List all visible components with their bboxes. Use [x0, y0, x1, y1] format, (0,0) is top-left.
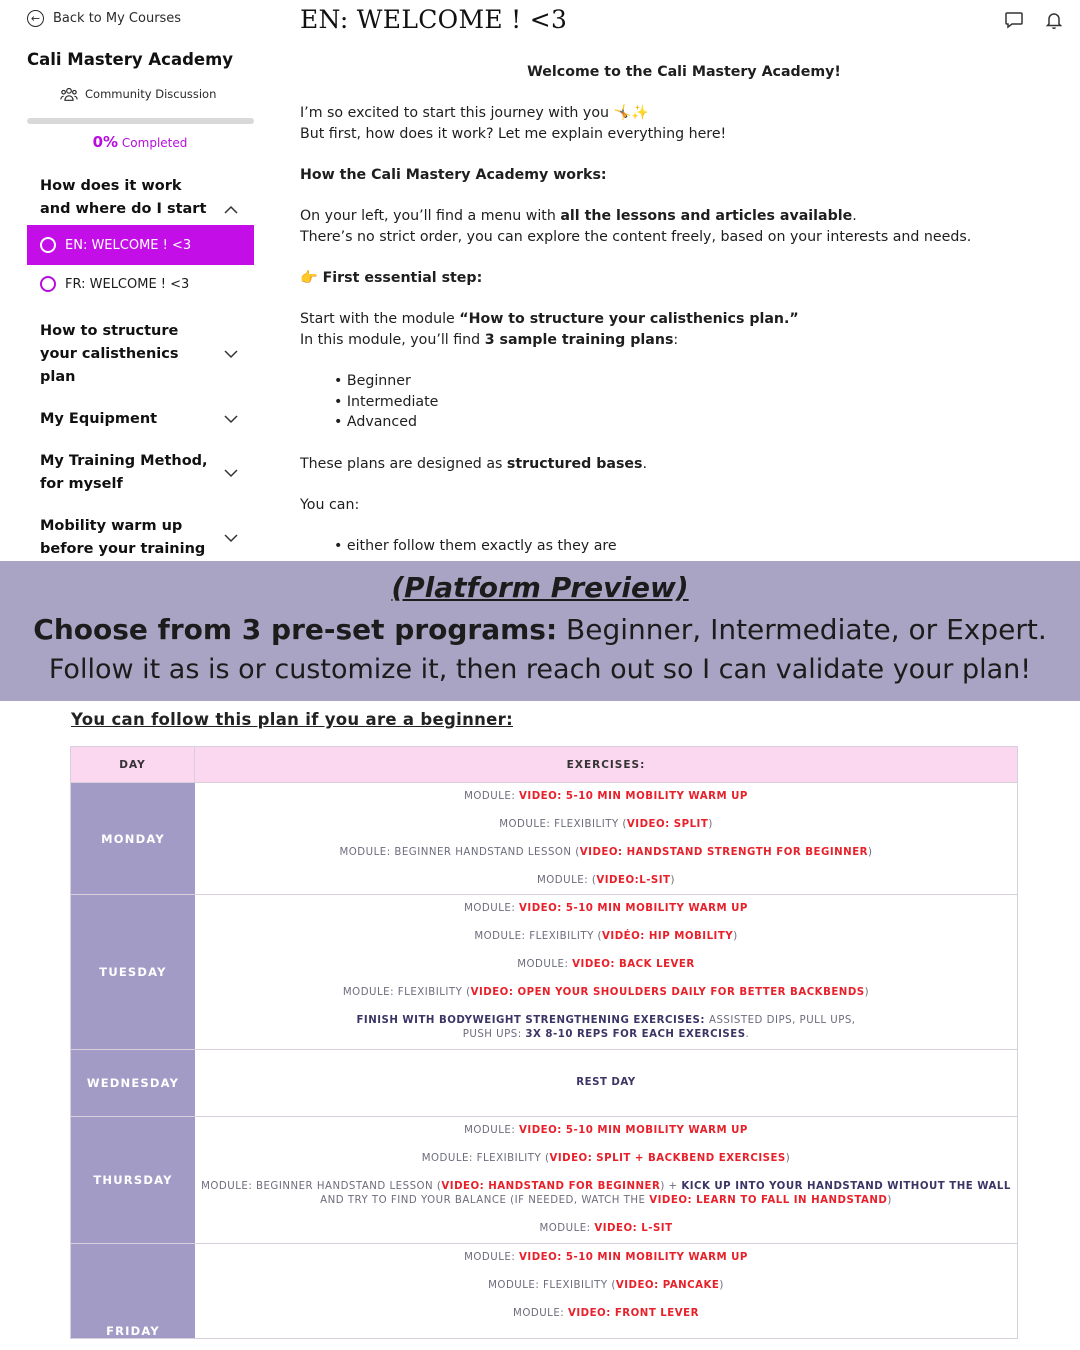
exercise-line: MODULE: FLEXIBILITY (VIDEO: SPLIT): [499, 819, 713, 830]
lesson-fr-welcome[interactable]: [27, 264, 254, 304]
day-cell: FRIDAY: [71, 1244, 195, 1338]
exercise-line: AND TRY TO FIND YOUR BALANCE (IF NEEDED, WATCH THE VIDEO: LEARN TO FALL IN HANDSTAND): [320, 1195, 892, 1206]
exercise-line: MODULE: VIDEO: L-SIT: [539, 1223, 673, 1234]
plan-heading: You can follow this plan if you are a beginner:: [71, 710, 513, 729]
first-step-heading: 👉 First essential step:: [300, 270, 483, 286]
progress-completed-label: Completed: [121, 136, 188, 150]
module-title: How does it work and where do I start: [40, 178, 207, 217]
you-can-text: You can:: [300, 497, 360, 513]
plan-table: [70, 746, 1018, 1339]
column-header-day: DAY: [71, 747, 195, 782]
chevron-down-icon: [224, 469, 238, 478]
back-to-courses-link[interactable]: [27, 10, 181, 27]
table-header: [70, 746, 1018, 783]
progress-text: [0, 133, 280, 151]
people-icon: [60, 86, 78, 102]
exercises-cell: [195, 783, 1017, 894]
level-intermediate: • Intermediate: [334, 394, 439, 410]
intro-line-2: But first, how does it work? Let me explain everything here!: [300, 126, 727, 142]
circle-icon: [40, 237, 56, 253]
exercises-cell: [195, 1050, 1017, 1116]
exercise-line: MODULE: VIDEO: 5-10 MIN MOBILITY WARM UP: [464, 1252, 748, 1263]
course-sidebar: [0, 0, 270, 561]
table-body: [70, 783, 1018, 1339]
welcome-heading: Welcome to the Cali Mastery Academy!: [527, 64, 841, 80]
beginner-plan-section: [0, 701, 1080, 1338]
exercise-line: MODULE: FLEXIBILITY (VIDEO: OPEN YOUR SHOULDERS DAILY FOR BETTER BACKBENDS): [342, 987, 870, 998]
column-header-exercises: EXERCISES:: [566, 758, 646, 771]
module-title: My Equipment: [40, 411, 158, 427]
exercise-line: MODULE: (VIDEO:L-SIT): [537, 875, 675, 886]
exercise-line: FINISH WITH BODYWEIGHT STRENGTHENING EXERCISES: ASSISTED DIPS, PULL UPS,: [356, 1015, 856, 1026]
lesson-title: EN: WELCOME ! <3: [65, 237, 192, 253]
table-row: [70, 1117, 1018, 1244]
banner-customize-line: Follow it as is or customize it, then reach out so I can validate your plan!: [48, 654, 1032, 685]
chevron-up-icon: [224, 205, 238, 214]
exercise-line: REST DAY: [576, 1077, 636, 1088]
chevron-down-icon: [224, 350, 238, 359]
arrow-left-circle-icon: ←: [27, 10, 44, 27]
exercise-line: MODULE: BEGINNER HANDSTAND LESSON (VIDEO: HANDSTAND STRENGTH FOR BEGINNER): [339, 847, 873, 858]
day-cell: MONDAY: [71, 783, 195, 894]
no-order-text: There’s no strict order, you can explore the content freely, based on your interests and needs.: [300, 229, 972, 245]
table-row: [70, 1050, 1018, 1117]
chevron-down-icon: [224, 534, 238, 543]
table-row: [70, 1244, 1018, 1339]
exercise-line: PUSH UPS: 3X 8-10 REPS FOR EACH EXERCISES.: [462, 1029, 750, 1040]
exercise-line: MODULE: VIDEO: 5-10 MIN MOBILITY WARM UP: [464, 1125, 748, 1136]
level-beginner: • Beginner: [334, 373, 411, 389]
top-icons: [1004, 10, 1064, 30]
table-row: [70, 895, 1018, 1050]
module-title: My Training Method, for myself: [40, 453, 208, 492]
start-module-text: Start with the module “How to structure your calisthenics plan.”: [300, 311, 799, 327]
module-title: Mobility warm up before your training: [40, 518, 206, 557]
banner-programs-line: Choose from 3 pre-set programs: Beginner, Intermediate, or Expert.: [33, 613, 1047, 646]
exercise-line: MODULE: VIDEO: BACK LEVER: [517, 959, 695, 970]
banner-preview-label: (Platform Preview): [391, 571, 689, 604]
community-discussion-link[interactable]: [60, 86, 216, 102]
circle-icon: [40, 276, 56, 292]
bell-icon[interactable]: [1044, 10, 1064, 30]
chevron-down-icon: [224, 415, 238, 424]
module-training-method[interactable]: [40, 450, 254, 496]
module-title: How to structure your calisthenics plan: [40, 323, 179, 385]
sample-plans-text: In this module, you’ll find 3 sample training plans:: [300, 332, 679, 348]
exercises-cell: [195, 1244, 1017, 1338]
intro-line-1: I’m so excited to start this journey with you 🤸✨: [300, 105, 649, 121]
lesson-en-welcome[interactable]: [27, 225, 254, 265]
exercise-line: MODULE: VIDEO: 5-10 MIN MOBILITY WARM UP: [464, 903, 748, 914]
progress-percent: 0%: [92, 133, 119, 151]
exercise-line: MODULE: FLEXIBILITY (VIDEO: SPLIT + BACKBEND EXERCISES): [421, 1153, 791, 1164]
module-mobility-warm-up[interactable]: [40, 515, 254, 561]
day-cell: TUESDAY: [71, 895, 195, 1049]
exercise-line: MODULE: FLEXIBILITY (VIDEO: PANCAKE): [488, 1280, 724, 1291]
chat-bubble-icon[interactable]: [1004, 10, 1024, 30]
module-my-equipment[interactable]: [40, 408, 254, 431]
lesson-title: FR: WELCOME ! <3: [65, 276, 190, 292]
community-label: Community Discussion: [85, 87, 217, 101]
exercise-line: MODULE: BEGINNER HANDSTAND LESSON (VIDEO: HANDSTAND FOR BEGINNER) + KICK UP INTO YOUR HANDSTAND WITHOUT THE WALL: [201, 1181, 1011, 1192]
lesson-content: [300, 0, 1080, 561]
preview-banner: [0, 561, 1080, 701]
table-row: [70, 783, 1018, 895]
either-follow-text: • either follow them exactly as they are: [334, 538, 617, 554]
structured-bases-text: These plans are designed as structured bases.: [300, 456, 648, 472]
level-advanced: • Advanced: [334, 414, 417, 430]
how-heading: How the Cali Mastery Academy works:: [300, 167, 607, 183]
progress-bar: [27, 118, 254, 124]
exercises-cell: [195, 1117, 1017, 1243]
exercise-line: MODULE: FLEXIBILITY (VIDÉO: HIP MOBILITY): [474, 931, 738, 942]
day-cell: WEDNESDAY: [71, 1050, 195, 1116]
platform-preview: [0, 0, 1080, 561]
exercise-line: MODULE: VIDEO: FRONT LEVER: [513, 1308, 699, 1319]
page-title: EN: WELCOME ! <3: [300, 5, 568, 34]
day-cell: THURSDAY: [71, 1117, 195, 1243]
course-title: Cali Mastery Academy: [27, 50, 234, 69]
exercise-line: MODULE: VIDEO: 5-10 MIN MOBILITY WARM UP: [464, 791, 748, 802]
exercises-cell: [195, 895, 1017, 1049]
back-label: Back to My Courses: [53, 11, 182, 26]
module-structure-plan[interactable]: [40, 320, 254, 389]
left-menu-text: On your left, you’ll find a menu with all the lessons and articles available.: [300, 208, 857, 224]
